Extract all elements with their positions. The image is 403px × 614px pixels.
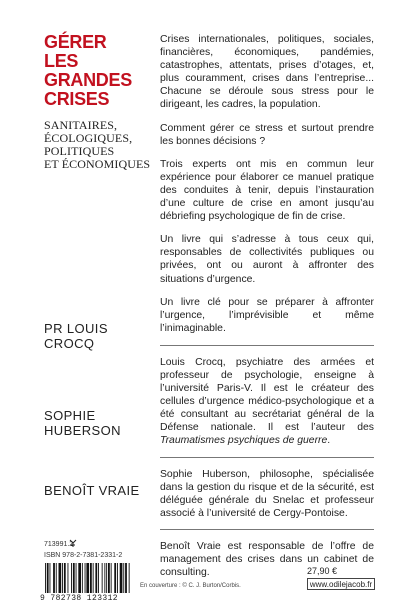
blurb-paragraph: Un livre qui s’adresse à tous ceux qui, responsables de collectivités publiques ou privées, ont ou auront à affronter des situations d’urgence.: [160, 234, 374, 285]
book-title: [44, 33, 156, 109]
author-name-huberson: [44, 408, 154, 438]
isbn: ISBN 978-2-7381-2331-2: [44, 552, 123, 559]
author-name-vraie: BENOÎT VRAIE: [44, 483, 140, 498]
bio-text-end: .: [327, 435, 331, 447]
cover-credit: En couverture : © C. J. Burton/Corbis.: [140, 583, 241, 589]
author-bio-huberson: Sophie Huberson, philosophe, spécialisée dans la gestion du risque et de la sécurité, est déléguée générale du Snelac et professeur associé à l’université de Cergy-Pontoise.: [160, 468, 374, 519]
title-line: GÉRER: [44, 32, 107, 52]
barcode-icon: [44, 563, 130, 593]
product-code: 713991.2: [44, 541, 74, 548]
divider: [160, 457, 374, 458]
author-name-line: SOPHIE: [44, 408, 96, 423]
bio-text: Louis Crocq, psychiatre des armées et professeur de psychologie, enseigne à l’université Paris-V. Il est le créateur des cellules d’urgence médico-psychologique et a été consultant au secrétariat général de la Défense nationale. Il est l’auteur des: [160, 356, 374, 434]
blurb-column: [160, 33, 374, 579]
subtitle-line: POLITIQUES: [44, 144, 115, 158]
blurb-paragraph: Crises internationales, politiques, sociales, financières, économiques, pandémies, catastrophes, attentats, prises d’otages, et, plus couramment, crises dans l’entreprise... Chacune se déroule sous stress pour le dirigeant, les cadres, la population.: [160, 34, 374, 111]
author-name-crocq: PR LOUIS CROCQ: [44, 321, 108, 351]
title-line: LES GRANDES: [44, 51, 132, 90]
blurb-paragraph: Trois experts ont mis en commun leur expérience pour élaborer ce manuel pratique des conduites à tenir, depuis l’instauration d’une culture de crise en amont jusqu’au débriefing psychologique de fin de crise.: [160, 158, 374, 223]
author-bio-vraie: Benoît Vraie est responsable de l’offre de management des crises dans un cabinet de consulting.: [160, 540, 374, 579]
blurb-paragraph: Un livre clé pour se préparer à affronter l’urgence, l’imprévisible et même l’inimaginable.: [160, 296, 374, 334]
price: 27,90 €: [307, 566, 338, 576]
book-reference: Traumatismes psychiques de guerre: [160, 435, 328, 447]
subtitle-line: ET ÉCONOMIQUES: [44, 157, 151, 171]
book-subtitle: [44, 119, 156, 171]
title-block: [44, 33, 156, 171]
subtitle-line: ÉCOLOGIQUES,: [44, 131, 133, 145]
divider: [160, 345, 374, 346]
author-bio-crocq: [160, 356, 374, 448]
author-name-line: HUBERSON: [44, 423, 121, 438]
divider: [160, 529, 374, 530]
barcode-digits: 9 782738 123312: [40, 594, 119, 603]
blurb-paragraph: Comment gérer ce stress et surtout prendre les bonnes décisions ?: [160, 122, 374, 147]
title-line: CRISES: [44, 89, 110, 109]
publisher-logo-icon: [69, 539, 77, 548]
subtitle-line: SANITAIRES,: [44, 118, 118, 132]
publisher-website: www.odilejacob.fr: [307, 578, 375, 590]
